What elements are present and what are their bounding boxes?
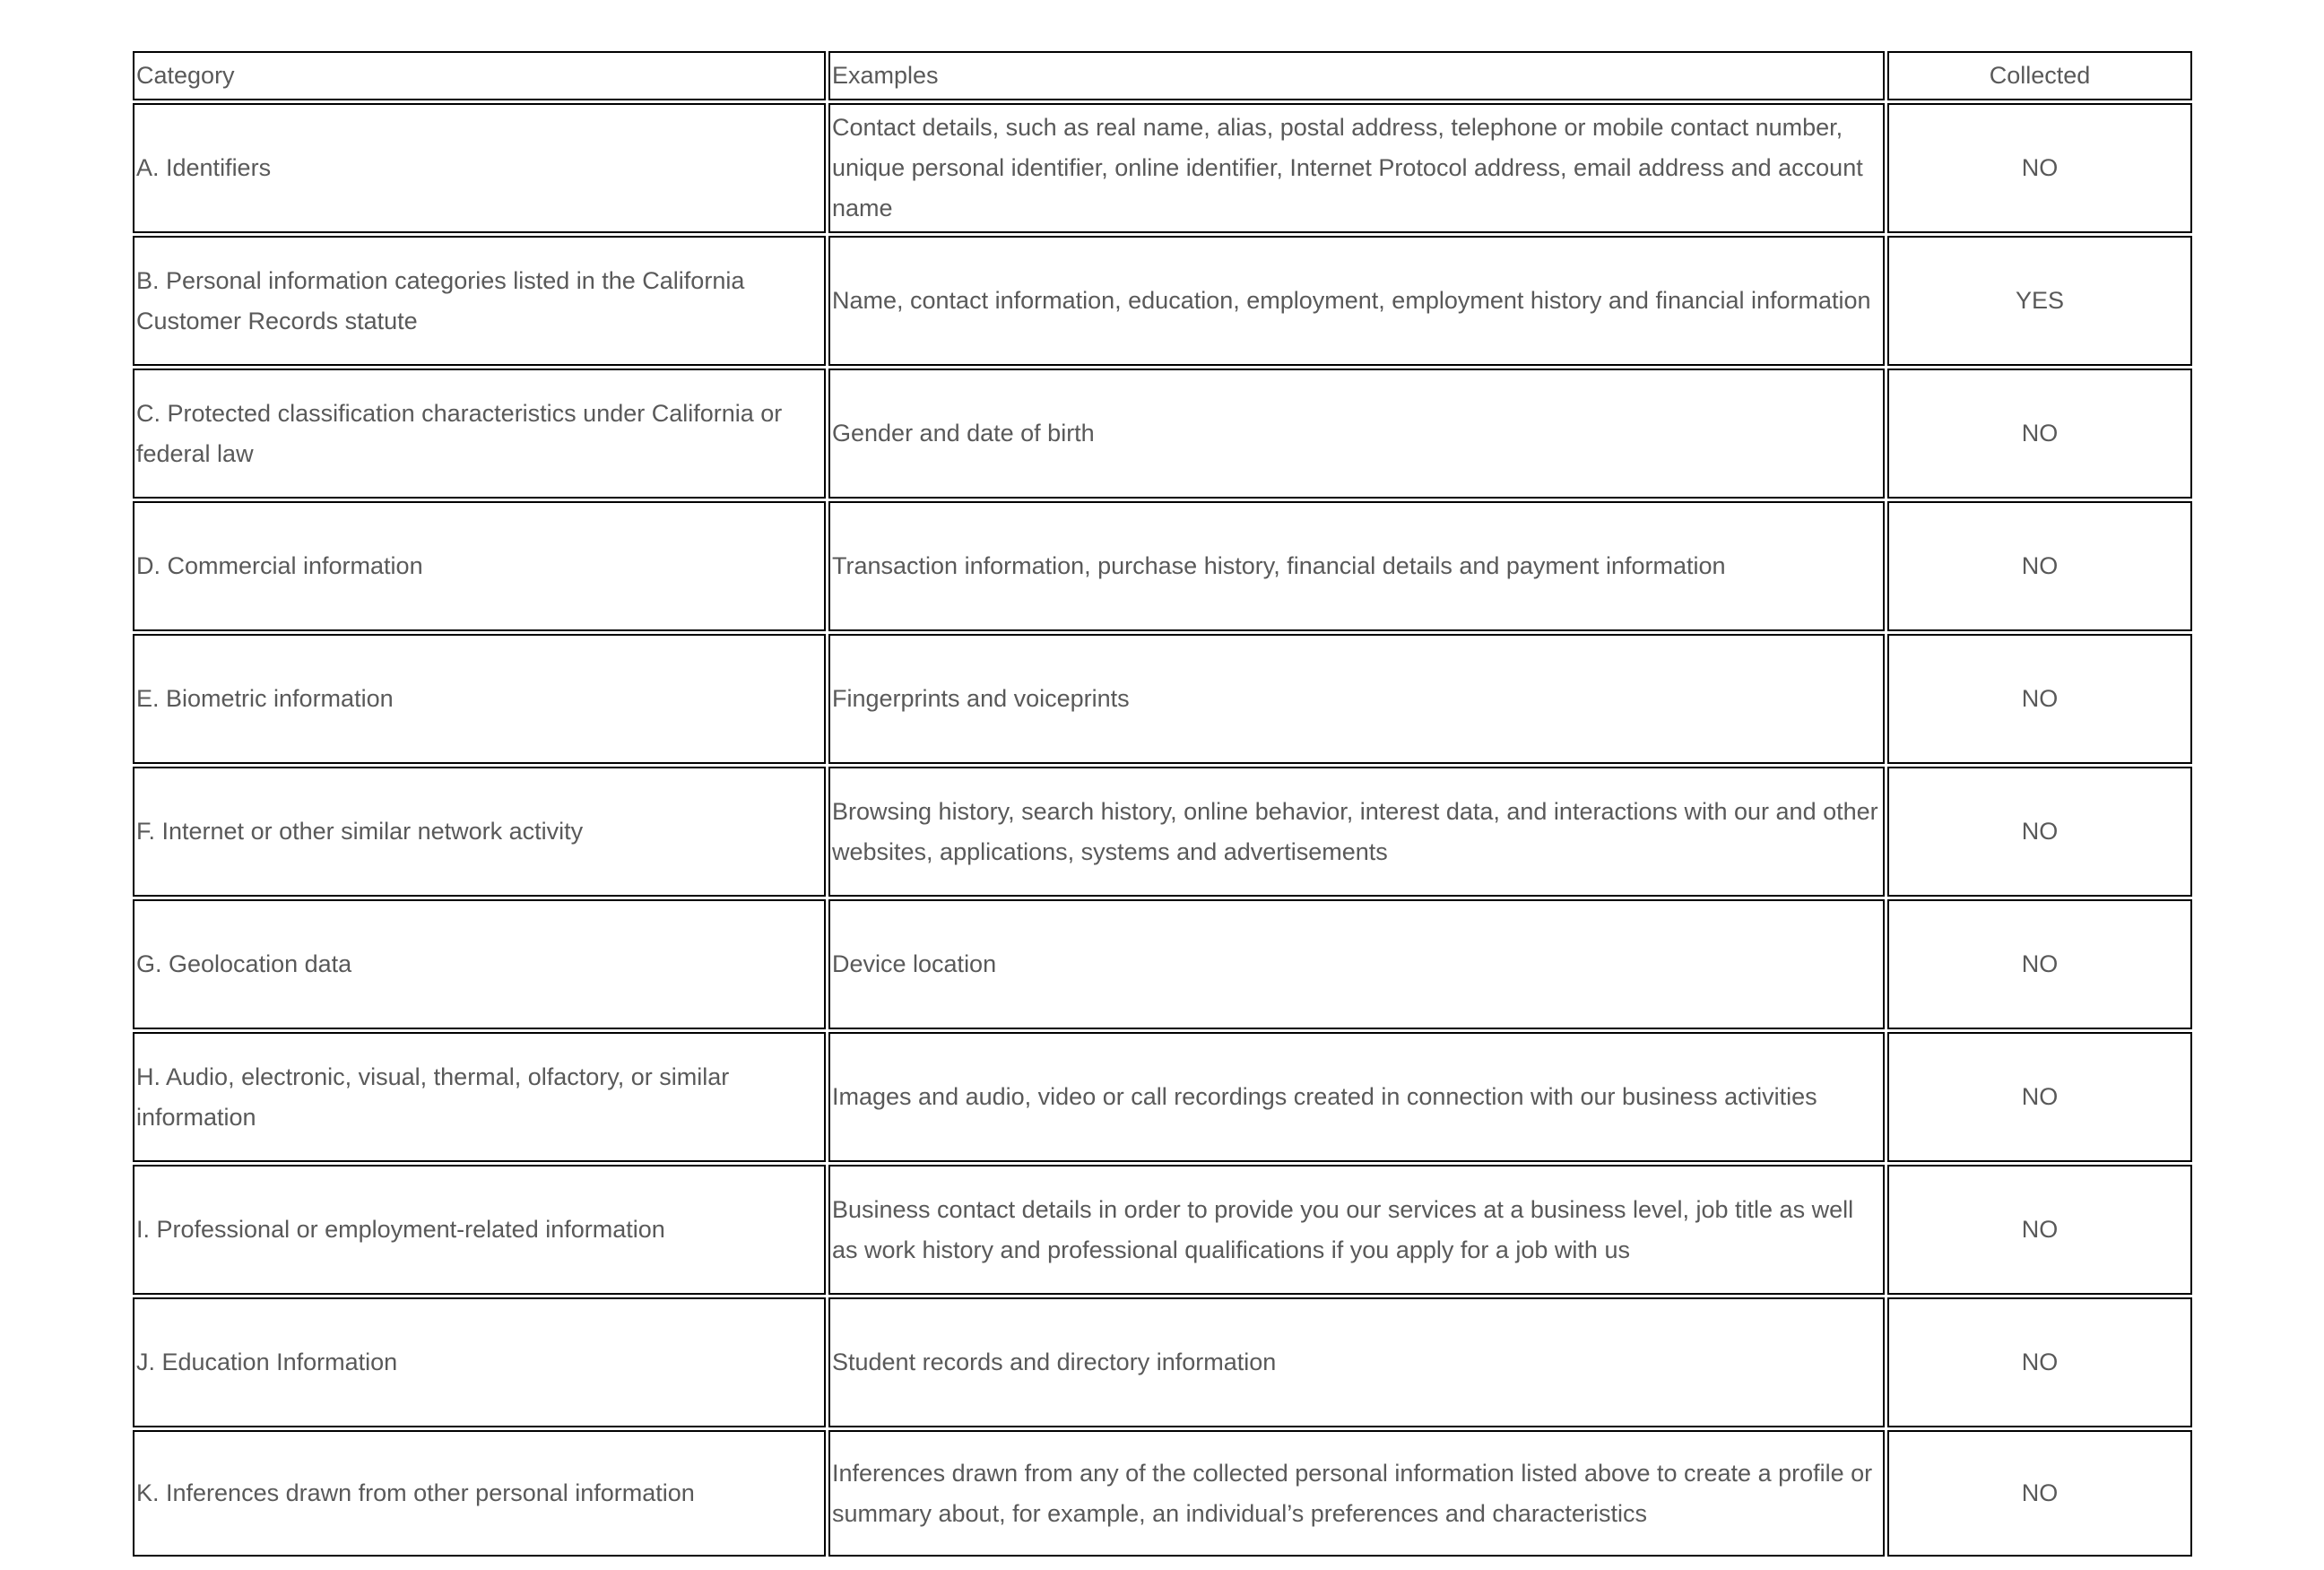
category-cell: D. Commercial information xyxy=(133,501,826,631)
examples-cell: Browsing history, search history, online behavior, interest data, and interactions with our and other websites, applications, systems and advertisements xyxy=(828,767,1885,897)
examples-cell: Gender and date of birth xyxy=(828,369,1885,499)
examples-cell: Fingerprints and voiceprints xyxy=(828,634,1885,764)
category-cell: I. Professional or employment-related information xyxy=(133,1165,826,1295)
table-header-row xyxy=(133,51,2192,100)
collected-cell: NO xyxy=(1887,501,2192,631)
category-cell: E. Biometric information xyxy=(133,634,826,764)
table-row xyxy=(133,899,2192,1029)
header-category: Category xyxy=(133,51,826,100)
table-row xyxy=(133,1165,2192,1295)
table-row xyxy=(133,634,2192,764)
examples-cell: Inferences drawn from any of the collected personal information listed above to create a profile or summary about, for example, an individual’s preferences and characteristics xyxy=(828,1430,1885,1557)
collected-cell: NO xyxy=(1887,103,2192,233)
table-row xyxy=(133,1032,2192,1162)
examples-cell: Name, contact information, education, employment, employment history and financial information xyxy=(828,236,1885,366)
collected-cell: NO xyxy=(1887,634,2192,764)
collected-cell: NO xyxy=(1887,899,2192,1029)
data-collection-table xyxy=(130,48,2195,1559)
category-cell: H. Audio, electronic, visual, thermal, olfactory, or similar information xyxy=(133,1032,826,1162)
category-cell: J. Education Information xyxy=(133,1297,826,1427)
collected-cell: NO xyxy=(1887,1165,2192,1295)
collected-cell: NO xyxy=(1887,767,2192,897)
table-row xyxy=(133,103,2192,233)
examples-cell: Transaction information, purchase history, financial details and payment information xyxy=(828,501,1885,631)
header-examples: Examples xyxy=(828,51,1885,100)
collected-cell: NO xyxy=(1887,1297,2192,1427)
table-row xyxy=(133,236,2192,366)
header-collected: Collected xyxy=(1887,51,2192,100)
collected-cell: YES xyxy=(1887,236,2192,366)
collected-cell: NO xyxy=(1887,1430,2192,1557)
category-cell: B. Personal information categories listed in the California Customer Records statute xyxy=(133,236,826,366)
category-cell: C. Protected classification characteristics under California or federal law xyxy=(133,369,826,499)
table-row xyxy=(133,767,2192,897)
table-row xyxy=(133,1297,2192,1427)
examples-cell: Device location xyxy=(828,899,1885,1029)
category-cell: F. Internet or other similar network activity xyxy=(133,767,826,897)
table-row xyxy=(133,1430,2192,1557)
examples-cell: Images and audio, video or call recordings created in connection with our business activities xyxy=(828,1032,1885,1162)
table-row xyxy=(133,369,2192,499)
category-cell: K. Inferences drawn from other personal information xyxy=(133,1430,826,1557)
collected-cell: NO xyxy=(1887,1032,2192,1162)
examples-cell: Student records and directory information xyxy=(828,1297,1885,1427)
category-cell: A. Identifiers xyxy=(133,103,826,233)
category-cell: G. Geolocation data xyxy=(133,899,826,1029)
data-collection-table-container xyxy=(130,48,2190,1559)
examples-cell: Contact details, such as real name, alias, postal address, telephone or mobile contact number, unique personal identifier, online identifier, Internet Protocol address, email address and account name xyxy=(828,103,1885,233)
examples-cell: Business contact details in order to provide you our services at a business level, job title as well as work history and professional qualifications if you apply for a job with us xyxy=(828,1165,1885,1295)
table-row xyxy=(133,501,2192,631)
collected-cell: NO xyxy=(1887,369,2192,499)
